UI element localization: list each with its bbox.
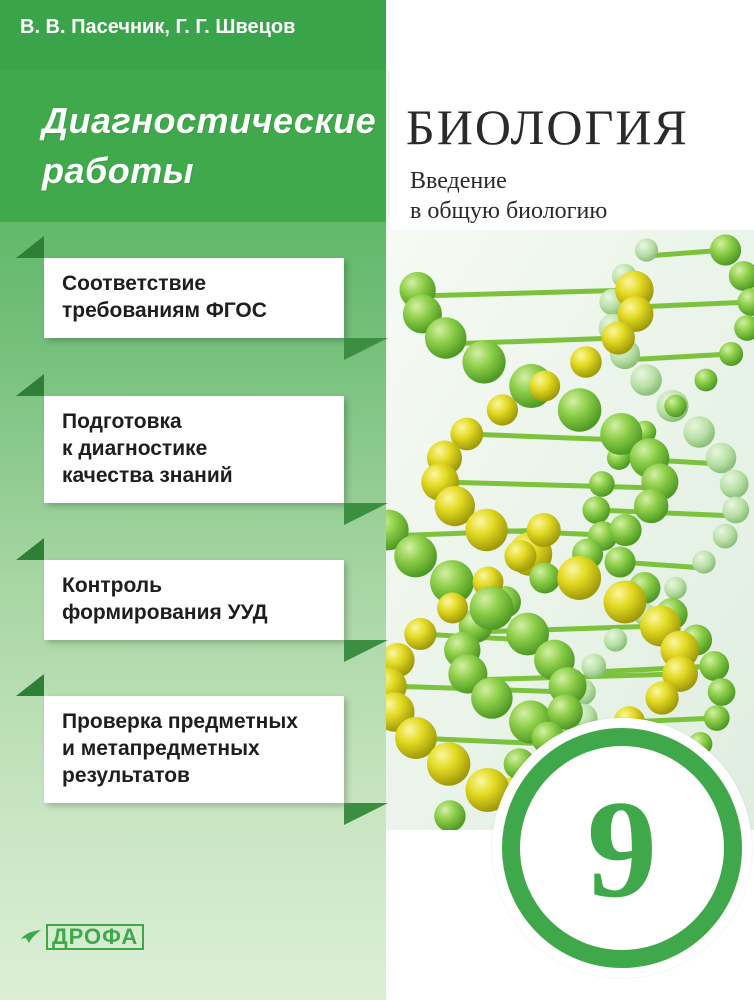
ribbon-tail xyxy=(344,503,388,525)
left-panel xyxy=(0,70,386,1000)
subtitle-text: Введение в общую биологию xyxy=(410,168,608,224)
helix-bead xyxy=(722,497,749,524)
helix-bead xyxy=(504,540,536,572)
helix-bead xyxy=(570,346,602,378)
helix-bead xyxy=(557,556,601,600)
helix-bead xyxy=(720,470,749,499)
helix-bead xyxy=(394,535,437,578)
ribbon-fold xyxy=(16,538,44,560)
series-title-text: Диагностические работы xyxy=(42,100,377,191)
helix-bead xyxy=(427,742,470,785)
authors-bar xyxy=(0,0,386,70)
helix-bead xyxy=(425,317,466,358)
divider-strip xyxy=(386,70,390,250)
helix-bead xyxy=(437,593,468,624)
publisher-name: ДРОФА xyxy=(46,924,144,950)
helix-bead xyxy=(710,234,741,265)
ribbon-tail xyxy=(344,640,388,662)
helix-bead xyxy=(706,443,736,473)
helix-bead xyxy=(664,395,686,417)
helix-bead xyxy=(529,563,560,594)
helix-bead xyxy=(604,546,635,577)
helix-bead xyxy=(604,581,647,624)
helix-bead xyxy=(713,524,738,549)
helix-bead xyxy=(487,394,518,425)
helix-bead xyxy=(692,550,715,573)
helix-bead xyxy=(529,371,560,402)
grade-number: 9 xyxy=(587,772,657,927)
authors: В. В. Пасечник, Г. Г. Швецов xyxy=(20,16,296,38)
bird-icon xyxy=(20,927,42,947)
ribbon-fold xyxy=(16,236,44,258)
ribbon-tail xyxy=(344,338,388,360)
helix-bead xyxy=(465,509,508,552)
grade-badge-inner xyxy=(520,746,724,950)
helix-bead xyxy=(527,513,561,547)
feature-text: Контроль формирования УУД xyxy=(62,574,268,624)
helix-bead xyxy=(719,342,743,366)
publisher-logo xyxy=(20,924,144,950)
helix-bead xyxy=(699,651,729,681)
helix-bead xyxy=(708,678,736,706)
helix-bead xyxy=(630,364,662,396)
ribbon-tail xyxy=(344,803,388,825)
helix-bead xyxy=(589,471,615,497)
helix-bead xyxy=(602,321,635,354)
helix-bead xyxy=(635,238,658,261)
helix-bead xyxy=(604,628,627,651)
helix-bead xyxy=(558,388,602,432)
feature-text: Соответствие требованиям ФГОС xyxy=(62,272,267,322)
feature-ribbon-4 xyxy=(44,696,344,803)
helix-bead xyxy=(462,340,505,383)
subject-title: БИОЛОГИЯ xyxy=(406,99,689,155)
feature-text: Проверка предметных и метапредметных результатов xyxy=(62,710,298,787)
series-title xyxy=(42,96,382,196)
helix-bead xyxy=(609,514,641,546)
helix-bead xyxy=(634,489,668,523)
ribbon-fold xyxy=(16,674,44,696)
ribbon-fold xyxy=(16,374,44,396)
feature-ribbon-2 xyxy=(44,396,344,503)
feature-ribbon-1 xyxy=(44,258,344,338)
grade-badge xyxy=(492,718,752,978)
helix-bead xyxy=(646,681,679,714)
subject-subtitle xyxy=(410,166,740,226)
helix-bead xyxy=(581,654,606,679)
helix-bead xyxy=(694,369,717,392)
helix-bead xyxy=(664,577,687,600)
helix-bead xyxy=(471,677,513,719)
helix-bead xyxy=(704,705,730,731)
helix-bead xyxy=(582,496,610,524)
helix-bead xyxy=(404,618,436,650)
feature-ribbon-3 xyxy=(44,560,344,640)
helix-bead xyxy=(683,416,715,448)
feature-text: Подготовка к диагностике качества знаний xyxy=(62,410,233,487)
helix-bead xyxy=(470,586,514,630)
